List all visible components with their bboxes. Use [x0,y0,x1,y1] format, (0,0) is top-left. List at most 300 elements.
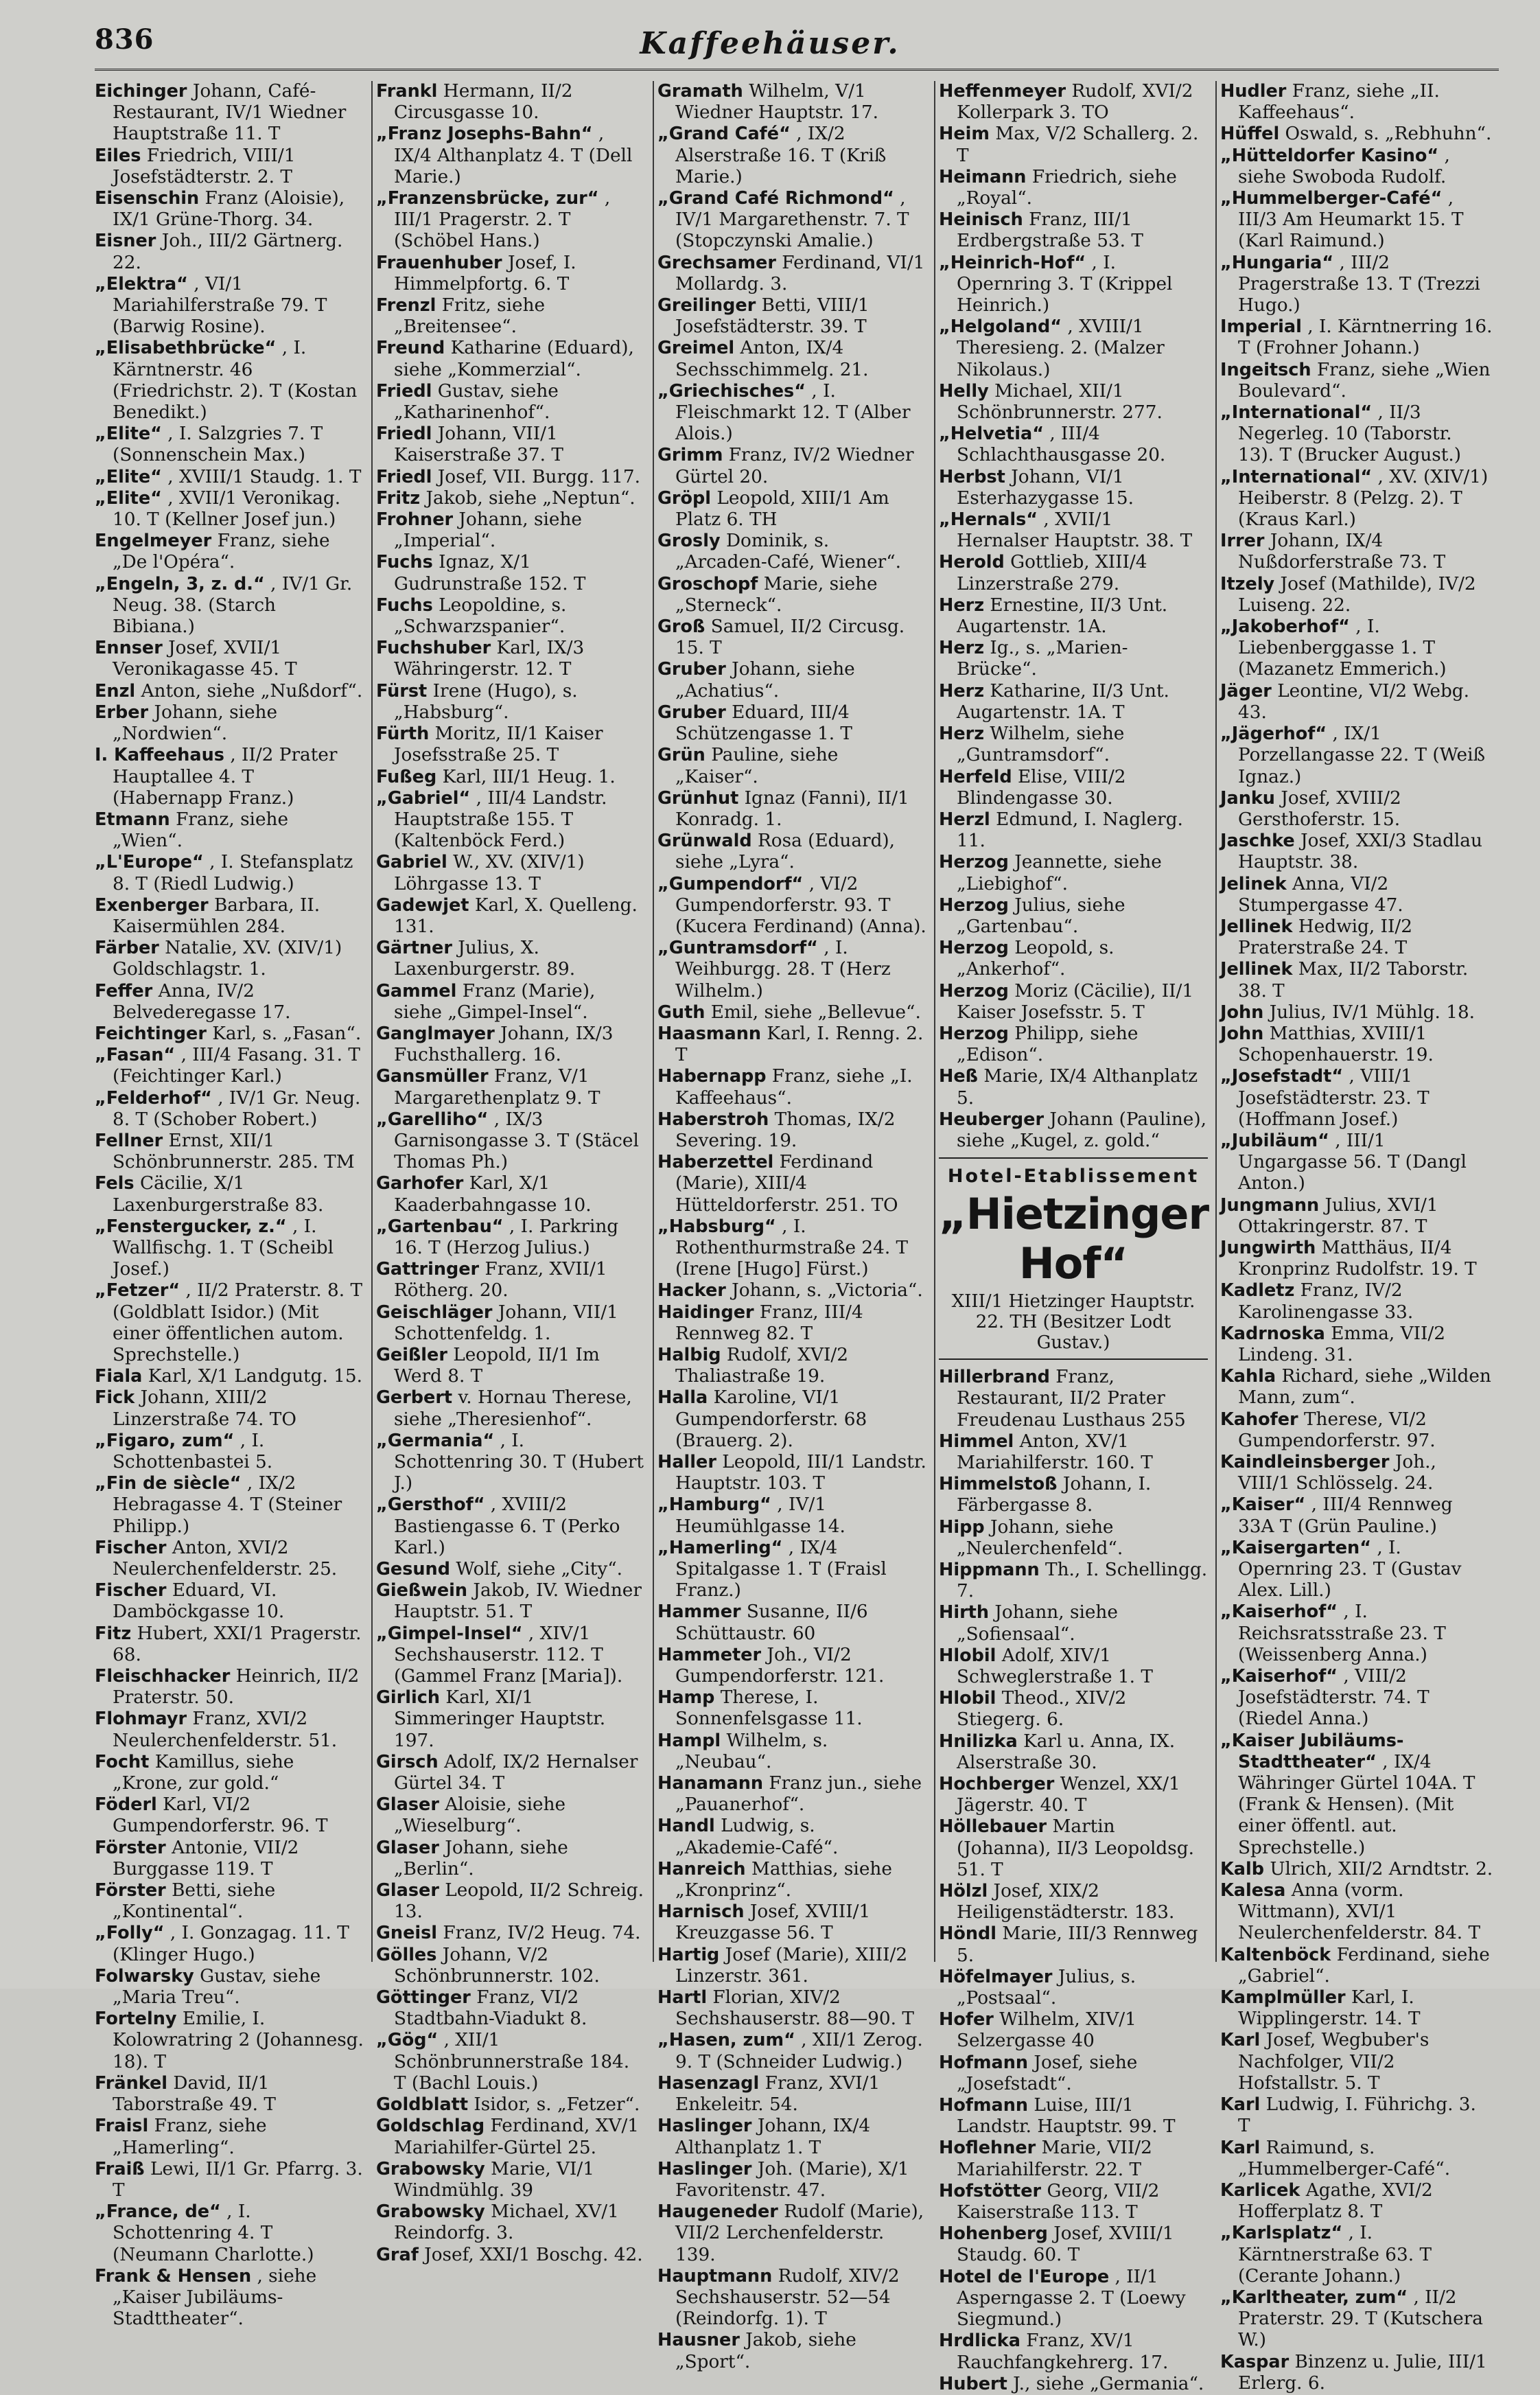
directory-entry [939,253,1208,317]
entry-name: Herold [939,552,1005,573]
entry-details: , I. Kärntnerring 16. T (Frohner Johann.) [1238,316,1493,359]
directory-entry [657,1945,926,1987]
entry-name: Förster [95,1837,166,1858]
directory-entry [1220,1323,1493,1366]
entry-details: Natalie, XV. (XIV/1) Goldschlagstr. 1. [113,938,342,980]
entry-details: Emma, VII/2 Lindeng. 31. [1238,1323,1446,1365]
entry-name: „International“ [1220,402,1373,424]
entry-details: , IV/1 Gr. Neug. 8. T (Schober Robert.) [113,1087,361,1130]
entry-details: Ludwig, s. „Akademie-Café“. [675,1816,839,1858]
directory-entry [1220,1945,1493,1987]
entry-name: Grabowsky [376,2201,485,2223]
entry-name: „Fenstergucker, z.“ [95,1216,287,1237]
directory-entry [1220,788,1493,831]
directory-entry [1220,1066,1493,1131]
entry-details: Cäcilie, X/1 Laxenburgerstraße 83. [113,1173,324,1216]
directory-entry [1220,1023,1493,1066]
directory-entry [95,1838,364,1880]
directory-entry [1220,1452,1493,1494]
entry-details: Johann, siehe „Nordwien“. [113,702,278,745]
directory-entry [376,1880,645,1923]
entry-details: Franz (Marie), siehe „Gimpel-Insel“. [394,980,596,1023]
entry-name: Friedl [376,424,432,445]
directory-entry [657,2030,926,2072]
entry-name: Jaschke [1220,831,1295,852]
entry-name: „Hamburg“ [657,1494,771,1516]
directory-entry [1220,1859,1493,1880]
entry-name: „Helgoland“ [939,316,1062,338]
entry-name: Kaindleinsberger [1220,1452,1390,1472]
directory-entry [657,1216,926,1281]
entry-name: „Felderhof“ [95,1087,212,1109]
directory-entry [1220,531,1493,573]
directory-entry [657,1387,926,1452]
entry-details: , XVII/1 Veronikag. 10. T (Kellner Josef jun.) [113,487,341,531]
entry-details: Marie, VI/1 Windmühlg. 39 [394,2158,595,2201]
entry-name: Greilinger [657,295,756,316]
entry-details: Rudolf, XIV/2 Sechshauserstr. 52—54 (Reindorfg. 1). T [675,2265,900,2330]
directory-entry [95,1923,364,1965]
entry-name: Hampl [657,1730,721,1751]
entry-name: Hubert [939,2373,1007,2394]
entry-details: , I. Schottenring 4. T (Neumann Charlotte.) [113,2201,314,2265]
column-divider [934,81,935,1962]
entry-name: Haberstroh [657,1109,769,1130]
entry-details: Franz, siehe „De l'Opéra“. [113,531,330,573]
entry-details: Richard, siehe „Wilden Mann, zum“. [1238,1366,1491,1409]
directory-entry [657,124,926,188]
entry-name: Erber [95,702,149,723]
entry-name: Herzog [939,938,1009,959]
directory-entry [657,188,926,253]
entry-details: Jakob, siehe „Neptun“. [425,487,635,509]
entry-details: Edmund, I. Naglerg. 11. [957,809,1183,852]
directory-entry [939,509,1208,552]
entry-details: Josef, VII. Burgg. 117. [437,466,640,487]
entry-details: Josef, I. Himmelpfortg. 6. T [394,252,576,294]
directory-entry [1220,1195,1493,1238]
directory-entry [95,1023,364,1045]
entry-details: , VIII/2 Josefstädterstr. 74. T (Riedel Anna.) [1238,1666,1430,1730]
entry-details: Anton, IX/4 Sechsschimmelg. 21. [675,338,869,380]
entry-name: Focht [95,1751,150,1772]
directory-entry [939,767,1208,809]
entry-details: Johann, IX/3 Fuchsthallerg. 16. [394,1023,614,1066]
entry-details: Thomas, IX/2 Severing. 19. [675,1109,896,1151]
directory-entry [657,1987,926,2030]
entry-details: Julius, X. Laxenburgerstr. 89. [394,938,576,980]
page-title: Kaffeehäuser. [640,26,900,61]
directory-entry [657,702,926,745]
directory-entry [657,381,926,446]
entry-name: Jelinek [1220,873,1287,894]
entry-name: „Guntramsdorf“ [657,938,818,959]
entry-details: , VI/2 Gumpendorferstr. 93. T (Kucera Ferdinand) (Anna). [675,873,926,937]
entry-name: Ingeitsch [1220,359,1311,380]
entry-details: Ferdinand (Marie), XIII/4 Hütteldorferstr. 251. TO [675,1152,898,1216]
entry-details: Antonie, VII/2 Burggasse 119. T [113,1837,299,1879]
entry-details: , VIII/1 Josefstädterstr. 23. T (Hoffmann Josef.) [1238,1066,1430,1130]
directory-entry [376,2116,645,2158]
entry-name: Jungwirth [1220,1237,1316,1258]
entry-name: Halla [657,1387,708,1409]
entry-name: Kamplmüller [1220,1987,1346,2009]
directory-entry [376,467,645,488]
entry-details: , II/2 Prater Hauptallee 4. T (Habernapp Franz.) [113,745,338,809]
entry-details: Marie, VII/2 Mariahilferstr. 22. T [957,2138,1152,2180]
entry-name: Gesund [376,1559,450,1580]
entry-details: , I. Parkring 16. T (Herzog Julius.) [394,1216,619,1258]
advert-rule [939,1157,1208,1159]
entry-name: Kadletz [1220,1280,1295,1301]
entry-details: Josef (Mathilde), IV/2 Luiseng. 22. [1238,573,1476,616]
directory-entry [657,1302,926,1345]
entry-details: Ernestine, II/3 Unt. Augartenstr. 1A. [957,594,1168,638]
entry-name: Herzog [939,894,1009,916]
directory-entry [657,1859,926,1901]
entry-name: Eiles [95,145,141,166]
entry-name: Fuchs [376,594,433,616]
entry-name: Hnilizka [939,1731,1018,1752]
entry-name: „Karlsplatz“ [1220,2223,1343,2244]
directory-entry [95,681,364,702]
entry-name: Hasenzagl [657,2072,760,2094]
directory-entry [376,638,645,680]
directory-entry [95,2266,364,2330]
entry-details: Joh., VI/2 Gumpendorferstr. 121. [675,1644,885,1687]
entry-name: I. Kaffeehaus [95,745,224,766]
directory-entry [939,2138,1208,2180]
directory-entry [939,209,1208,252]
entry-details: , IX/2 Alserstraße 16. T (Kriß Marie.) [675,124,887,187]
entry-name: „Heinrich-Hof“ [939,252,1086,273]
directory-entry [657,253,926,295]
directory-entry [95,2159,364,2201]
directory-entry [95,702,364,745]
entry-details: Franz, IV/2 Heug. 74. [443,1923,641,1944]
entry-name: Kadrnoska [1220,1323,1325,1344]
entry-details: Aloisie, siehe „Wieselburg“. [394,1794,566,1837]
directory-entry [657,938,926,1002]
entry-details: Rudolf, XVI/2 Thaliastraße 19. [675,1344,848,1387]
directory-entry [95,1431,364,1473]
entry-name: Habernapp [657,1066,767,1087]
entry-name: „Kaiser Jubiläums-Stadttheater“ [1220,1730,1404,1772]
entry-details: , I. Kärntnerstraße 63. T (Cerante Johann.) [1238,2223,1432,2287]
entry-name: Grosly [657,531,721,552]
entry-details: Karl u. Anna, IX. Alserstraße 30. [957,1731,1176,1773]
directory-entry [95,1580,364,1623]
directory-entry [657,1901,926,1944]
entry-details: Franz, V/1 Margarethenplatz 9. T [394,1066,600,1109]
entry-name: Imperial [1220,316,1302,338]
entry-name: Groß [657,616,705,638]
entry-details: Lewi, II/1 Gr. Pfarrg. 3. T [113,2158,363,2201]
directory-entry [657,1494,926,1537]
directory-entry [939,724,1208,766]
entry-details: Michael, XV/1 Reindorfg. 3. [394,2201,619,2244]
entry-details: Franz, XVI/1 Enkeleitr. 54. [675,2072,880,2116]
entry-details: Karoline, VI/1 Gumpendorferstr. 68 (Brauerg. 2). [675,1387,867,1451]
entry-name: „Franz Josephs-Bahn“ [376,124,593,145]
directory-entry [376,1431,645,1495]
directory-entry [939,681,1208,724]
entry-details: Oswald, s. „Rebhuhn“. [1285,124,1492,145]
entry-name: Goldblatt [376,2094,469,2116]
directory-entry [95,1794,364,1837]
entry-name: Hippmann [939,1559,1040,1580]
entry-details: Ferdinand, VI/1 Mollardg. 3. [675,252,925,294]
entry-name: Höllebauer [939,1816,1047,1838]
entry-name: „International“ [1220,466,1373,487]
entry-name: Heuberger [939,1109,1045,1130]
directory-entry [1220,616,1493,681]
entry-details: Emilie, I. Kolowratring 2 (Johannesg. 18). T [113,2009,364,2072]
entry-details: , I. Reichsratsstraße 23. T (Weissenberg Anna.) [1238,1601,1446,1665]
entry-name: „Josefstadt“ [1220,1066,1344,1087]
entry-details: Karl, IX/3 Währingerstr. 12. T [394,638,585,680]
entry-details: Joh., VIII/1 Schlösselg. 24. [1238,1452,1436,1494]
directory-entry [376,338,645,380]
directory-entry [657,1002,926,1023]
directory-entry [1220,1538,1493,1602]
entry-details: Friedrich, VIII/1 Josefstädterstr. 2. T [113,145,296,187]
directory-entry [1220,2287,1493,2352]
entry-name: Etmann [95,809,170,830]
entry-name: Kahla [1220,1366,1276,1387]
entry-details: Leopold, XIII/1 Am Platz 6. TH [675,487,889,531]
entry-details: Hubert, XXI/1 Pragerstr. 68. [113,1623,362,1665]
entry-name: „Jakoberhof“ [1220,616,1350,638]
entry-details: Barbara, II. Kaisermühlen 284. [113,894,320,937]
entry-name: Herbst [939,466,1005,487]
directory-entry [376,1109,645,1174]
column-divider [1215,81,1217,1962]
entry-details: Franz, IV/2 Wiedner Gürtel 20. [675,445,914,487]
directory-entry [95,2201,364,2266]
entry-name: Herfeld [939,766,1012,787]
directory-entry [939,1109,1208,1152]
entry-name: „Kaiserhof“ [1220,1666,1338,1687]
entry-name: Glaser [376,1880,439,1901]
entry-name: Hirth [939,1602,990,1623]
entry-details: Joh., III/2 Gärtnerg. 22. [113,231,343,273]
entry-details: Franz, siehe „Hamerling“. [113,2116,267,2158]
entry-name: Folwarsky [95,1965,194,1987]
entry-details: Ferdinand, siehe „Gabriel“. [1238,1944,1490,1987]
directory-entry [939,1731,1208,1774]
directory-entry [376,595,645,638]
directory-entry [1220,2138,1493,2180]
entry-details: , IX/4 Spitalgasse 1. T (Fraisl Franz.) [675,1537,887,1601]
entry-name: Gerbert [376,1387,453,1409]
entry-name: Hipp [939,1516,985,1538]
entry-details: Franz, III/4 Rennweg 82. T [675,1301,863,1344]
directory-entry [1220,1731,1493,1859]
entry-name: Jellinek [1220,916,1293,937]
entry-details: Julius, siehe „Gartenbau“. [957,894,1125,937]
entry-name: Herzog [939,1023,1009,1044]
directory-entry [657,2116,926,2158]
entry-name: Glaser [376,1837,439,1858]
entry-name: Groschopf [657,573,758,594]
entry-name: Gruber [657,659,726,680]
directory-entry [657,616,926,659]
entry-name: „Jägerhof“ [1220,724,1327,745]
entry-name: „Hamerling“ [657,1537,783,1558]
entry-details: , IV/1 Margarethenstr. 7. T (Stopczynski Amalie.) [675,188,909,252]
entry-details: , II/1 Asperngasse 2. T (Loewy Siegmund.) [957,2266,1186,2330]
entry-details: Eduard, III/4 Schützengasse 1. T [675,702,852,745]
entry-name: Fritz [376,487,421,509]
entry-name: Höndl [939,1923,997,1945]
directory-entry [939,1881,1208,1923]
entry-details: Julius, XVI/1 Ottakringerstr. 87. T [1238,1194,1438,1237]
entry-name: „Helvetia“ [939,424,1044,445]
directory-entry [657,338,926,380]
directory-entry [95,188,364,231]
entry-details: , III/2 Pragerstraße 13. T (Trezzi Hugo.) [1238,252,1480,316]
directory-entry [376,1559,645,1580]
entry-name: Herzog [939,852,1009,873]
entry-name: Gröpl [657,487,712,509]
entry-name: „Folly“ [95,1923,165,1944]
directory-entry [376,1023,645,1066]
entry-name: Haslinger [657,2158,752,2179]
entry-details: Karl, I. Wipplingerstr. 14. T [1238,1987,1421,2030]
entry-name: Herz [939,724,985,745]
entry-name: Grimm [657,445,723,466]
entry-name: Gölles [376,1944,437,1965]
entry-details: , I. Schottenbastei 5. [113,1430,273,1472]
entry-name: Hartig [657,1944,720,1965]
entry-details: , IV/1 Gr. Neug. 38. (Starch Bibiana.) [113,573,353,638]
entry-name: „Garelliho“ [376,1109,489,1130]
entry-details: Kamillus, siehe „Krone, zur gold.“ [113,1751,294,1794]
entry-details: Johann, VI/1 Esterhazygasse 15. [957,466,1134,509]
directory-entry [939,1967,1208,2009]
entry-details: Johann, siehe „Berlin“. [394,1837,568,1879]
entry-name: Karl [1220,2030,1261,2051]
entry-details: Katharine (Eduard), siehe „Kommerzial“. [394,338,634,380]
entry-details: Franz, siehe „II. Kaffeehaus“. [1238,81,1440,124]
entry-details: , IV/1 Heumühlgasse 14. [675,1494,845,1537]
entry-details: Franz jun., siehe „Pauanerhof“. [675,1773,922,1816]
entry-details: Florian, XIV/2 Sechshauserstr. 88—90. T [675,1987,914,2030]
directory-entry [376,981,645,1023]
directory-entry [376,1794,645,1837]
directory-entry [1220,1131,1493,1195]
entry-name: Fraiß [95,2158,145,2179]
entry-details: , XVII/1 Hernalser Hauptstr. 38. T [957,509,1193,552]
directory-entry [376,767,645,788]
directory-entry [939,1023,1208,1066]
directory-entry [376,1752,645,1794]
entry-name: Haugeneder [657,2201,778,2223]
entry-name: Haidinger [657,1301,754,1323]
directory-entry [657,81,926,124]
entry-name: Hillerbrand [939,1367,1050,1388]
entry-name: Hamp [657,1687,715,1709]
directory-entry [657,1538,926,1602]
entry-name: Fürst [376,680,428,702]
entry-details: Franz, siehe „Wien“. [113,809,289,852]
entry-name: „Franzensbrücke, zur“ [376,188,599,209]
entry-name: Hoflehner [939,2138,1036,2159]
entry-details: Leopold, s. „Ankerhof“. [957,938,1115,980]
entry-name: Göttinger [376,1987,471,2009]
directory-entry [939,1066,1208,1109]
entry-details: Johann, siehe „Imperial“. [394,509,582,552]
entry-details: Josef, siehe „Josefstadt“. [957,2052,1138,2094]
entry-details: , III/1 Ungargasse 56. T (Dangl Anton.) [1238,1130,1467,1194]
entry-name: Grechsamer [657,252,776,273]
directory-entry [376,1302,645,1345]
directory-entry [1220,146,1493,188]
entry-name: Himmelstoß [939,1474,1058,1495]
directory-entry [939,1517,1208,1560]
entry-name: Helly [939,380,989,402]
directory-entry [376,2159,645,2201]
entry-name: „France, de“ [95,2201,221,2223]
directory-entry [657,2073,926,2116]
directory-entry [1220,1409,1493,1452]
directory-entry [939,424,1208,466]
column-divider [653,81,654,1962]
directory-entry [95,2116,364,2158]
entry-name: Hlobil [939,1688,996,1709]
entry-details: , I. Opernring 23. T (Gustav Alex. Lill.) [1238,1537,1462,1601]
directory-entry [376,1580,645,1623]
entry-details: Julius, s. „Postsaal“. [957,1966,1136,2009]
entry-details: Gustav, siehe „Maria Treu“. [113,1965,321,2009]
entry-name: Fischer [95,1537,167,1558]
directory-entry [657,1601,926,1644]
entry-details: Matthias, siehe „Kronprinz“. [675,1858,892,1901]
directory-entry [376,1259,645,1301]
entry-details: Karl, s. „Fasan“. [212,1023,362,1044]
directory-entry [1220,1366,1493,1409]
entry-details: Martin (Johanna), II/3 Leopoldsg. 51. T [957,1816,1194,1880]
entry-details: Elise, VIII/2 Blindengasse 30. [957,766,1126,809]
entry-details: Gottlieb, XIII/4 Linzerstraße 279. [957,552,1147,594]
directory-entry [657,1816,926,1858]
directory-entry [657,531,926,573]
directory-entry [1220,1880,1493,1945]
entry-details: Julius, IV/1 Mühlg. 18. [1269,1002,1475,1023]
entry-name: Grünhut [657,787,739,809]
directory-entry [657,1023,926,1066]
entry-name: Jungmann [1220,1194,1320,1216]
column-2 [376,81,649,2265]
entry-name: Karlicek [1220,2179,1300,2201]
entry-details: Katharine, II/3 Unt. Augartenstr. 1A. T [957,680,1169,723]
entry-details: Franz, siehe „I. Kaffeehaus“. [675,1066,913,1109]
directory-entry [1220,874,1493,916]
entry-name: Kalb [1220,1858,1264,1879]
entry-details: Fritz, siehe „Breitensee“. [394,295,546,338]
directory-entry [939,1474,1208,1516]
entry-name: Herz [939,594,985,616]
entry-name: Herz [939,680,985,702]
entry-details: J., siehe „Germania“. [1013,2373,1204,2394]
entry-name: Kaltenböck [1220,1944,1331,1965]
directory-entry [939,1645,1208,1688]
directory-entry [95,146,364,188]
entry-name: Goldschlag [376,2116,485,2137]
entry-details: Karl, VI/2 Gumpendorferstr. 96. T [113,1794,328,1837]
entry-details: , XVIII/1 Staudg. 1. T [167,466,362,487]
